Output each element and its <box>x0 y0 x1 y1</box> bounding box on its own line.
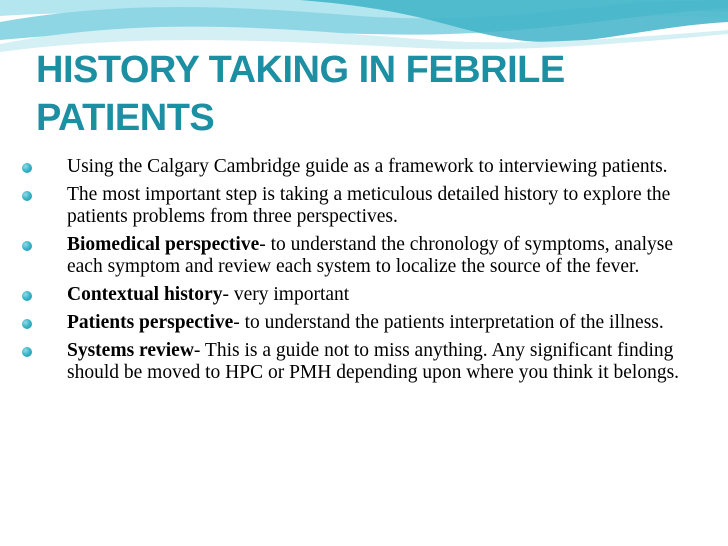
bullet-bold-heading: Patients perspective <box>67 312 234 333</box>
bullet-bold-heading: Biomedical perspective <box>67 234 260 255</box>
bullet-item-systems-review <box>22 340 702 384</box>
slide-title: HISTORY TAKING IN FEBRILE PATIENTS <box>36 49 565 139</box>
bullet-text: The most important step is taking a meticulous detailed history to explore the patients problems from three perspectives. <box>67 184 671 227</box>
bullet-text: - to understand the chronology of symptoms, analyse each symptom and review each system to localize the source of the fever. <box>67 234 674 277</box>
bullet-text: Using the Calgary Cambridge guide as a framework to interviewing patients. <box>67 156 668 177</box>
bullet-text: - very important <box>222 284 350 305</box>
bullet-dot-icon <box>22 163 32 173</box>
bullet-item-biomedical-perspective <box>22 234 702 278</box>
bullet-item-patients-perspective <box>22 312 702 334</box>
bullet-dot-icon <box>22 191 32 201</box>
bullet-bold-heading: Systems review <box>67 340 194 361</box>
bullet-list <box>22 156 702 390</box>
bullet-item-meticulous-history <box>22 184 702 228</box>
bullet-text: - to understand the patients interpretation of the illness. <box>233 312 664 333</box>
bullet-text: - This is a guide not to miss anything. Any significant finding should be moved to HPC or PMH depending upon where you think it belongs. <box>67 340 680 383</box>
bullet-dot-icon <box>22 241 32 251</box>
bullet-item-calgary-guide <box>22 156 702 178</box>
bullet-dot-icon <box>22 347 32 357</box>
bullet-dot-icon <box>22 291 32 301</box>
bullet-item-contextual-history <box>22 284 702 306</box>
bullet-bold-heading: Contextual history <box>67 284 223 305</box>
bullet-dot-icon <box>22 319 32 329</box>
